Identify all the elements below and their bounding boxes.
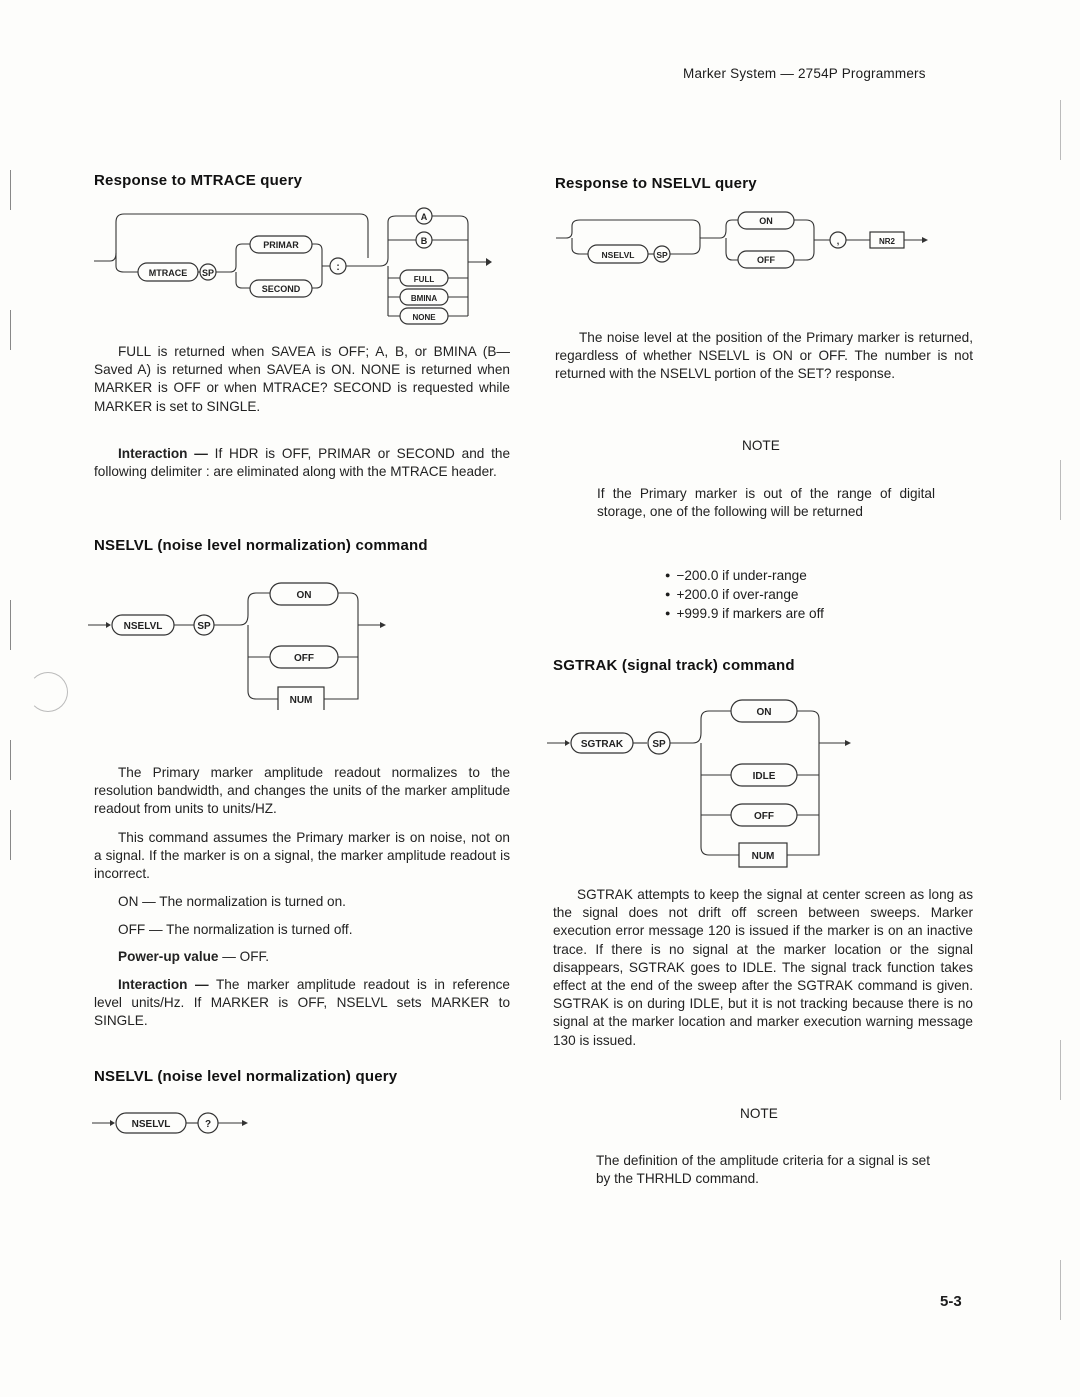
svg-text:OFF: OFF [294,653,314,664]
svg-text:NSELVL: NSELVL [601,250,635,260]
note-title: NOTE [742,438,780,453]
scan-edge-mark [10,600,11,650]
nselvl-off-definition: OFF — The normalization is turned off. [118,922,353,937]
svg-text:FULL: FULL [413,275,435,284]
page-number: 5-3 [940,1293,962,1310]
scan-edge-mark [1060,460,1061,520]
syntax-diagram-sgtrak-command [543,693,863,871]
svg-text:NONE: NONE [412,313,436,322]
scan-edge-mark [10,170,11,210]
svg-text:SP: SP [201,268,215,278]
syntax-diagram-nselvl-query [88,1108,258,1140]
svg-text:SP: SP [197,621,211,632]
nselvl-command-para1: The Primary marker amplitude readout normalizes to the resolution bandwidth, and changes the units of the marker amplitude readout from units to units/HZ. [94,765,510,817]
list-item: ● +200.0 if over-range [665,586,824,605]
svg-text:SP: SP [652,739,666,750]
heading-nselvl-response: Response to NSELVL query [555,175,757,192]
scan-edge-mark [10,740,11,780]
svg-text:NR2: NR2 [878,237,896,246]
scan-edge-mark [1060,1260,1061,1320]
svg-text:SGTRAK: SGTRAK [580,739,624,750]
svg-text:NSELVL: NSELVL [131,1119,171,1130]
heading-mtrace-response: Response to MTRACE query [94,172,303,189]
scan-edge-mark [1060,1040,1061,1100]
note-body: The definition of the amplitude criteria for a signal is set by the THRHLD command. [596,1153,930,1187]
heading-nselvl-query: NSELVL (noise level normalization) query [94,1068,398,1085]
svg-text:ON: ON [759,216,773,226]
svg-text:NUM: NUM [751,851,775,862]
svg-text:MTRACE: MTRACE [148,268,188,278]
mtrace-response-para: FULL is returned when SAVEA is OFF; A, B, or BMINA (B—Saved A) is returned when SAVEA is ON. NONE is returned when MARKER is OFF or when MTRACE? SECOND is requested while MARKER is set to SINGLE. [94,344,510,414]
svg-text:OFF: OFF [757,255,775,265]
nselvl-interaction-para: Interaction — The marker amplitude readout is in reference level units/Hz. If MARKER is OFF, NSELVL sets MARKER to SINGLE. [94,977,510,1029]
list-item: ● −200.0 if under-range [665,567,824,586]
svg-text:IDLE: IDLE [752,771,776,782]
heading-sgtrak-command: SGTRAK (signal track) command [553,657,795,674]
nselvl-on-definition: ON — The normalization is turned on. [118,894,346,909]
list-item: ● +999.9 if markers are off [665,605,824,624]
svg-text::: : [336,262,340,273]
syntax-diagram-nselvl-response [552,208,942,272]
scan-edge-mark [1060,100,1061,160]
note-title: NOTE [740,1106,778,1121]
note-body: If the Primary marker is out of the range of digital storage, one of the following will be returned [597,486,935,520]
scan-smudge [28,672,68,712]
nselvl-powerup-value: Power-up value — OFF. [118,949,270,964]
svg-text:SECOND: SECOND [261,284,301,294]
svg-text:ON: ON [296,590,312,601]
running-head: Marker System — 2754P Programmers [683,66,926,81]
svg-text:NUM: NUM [289,695,313,706]
svg-text:PRIMAR: PRIMAR [263,240,299,250]
scan-edge-mark [10,810,11,860]
svg-text:A: A [420,212,428,222]
sgtrak-command-para: SGTRAK attempts to keep the signal at center screen as long as the signal does not drift off screen between sweeps. Marker execution error message 120 is issued if the marker is on an inactive trace. If there is no signal at the marker location or the signal disappears, SGTRAK goes to IDLE. The signal track function takes effect at the end of the sweep after the SGTRAK command is given. SGTRAK is on during IDLE, but it is not tracking because there is no signal at the marker location and marker execution warning message 130 is issued. [553,887,973,1048]
mtrace-interaction-para: Interaction — If HDR is OFF, PRIMAR or SECOND and the following delimiter : are eliminated along with the MTRACE header. [94,446,510,480]
heading-nselvl-command: NSELVL (noise level normalization) command [94,537,428,554]
svg-text:ON: ON [756,707,772,718]
syntax-diagram-mtrace-response [90,200,510,335]
svg-text:OFF: OFF [754,811,774,822]
svg-text:,: , [836,236,840,246]
nselvl-command-para2: This command assumes the Primary marker is on noise, not on a signal. If the marker is on a signal, the marker amplitude readout is incorrect. [94,830,510,882]
svg-text:B: B [420,236,428,246]
svg-text:SP: SP [656,250,668,260]
nselvl-response-para: The noise level at the position of the Primary marker is returned, regardless of whether NSELVL is ON or OFF. The number is not returned with the NSELVL portion of the SET? response. [555,330,973,382]
svg-text:?: ? [204,1119,212,1130]
scan-edge-mark [10,310,11,350]
svg-text:BMINA: BMINA [410,294,438,303]
out-of-range-list [665,567,824,624]
syntax-diagram-nselvl-command [84,575,404,710]
svg-text:NSELVL: NSELVL [123,621,163,632]
